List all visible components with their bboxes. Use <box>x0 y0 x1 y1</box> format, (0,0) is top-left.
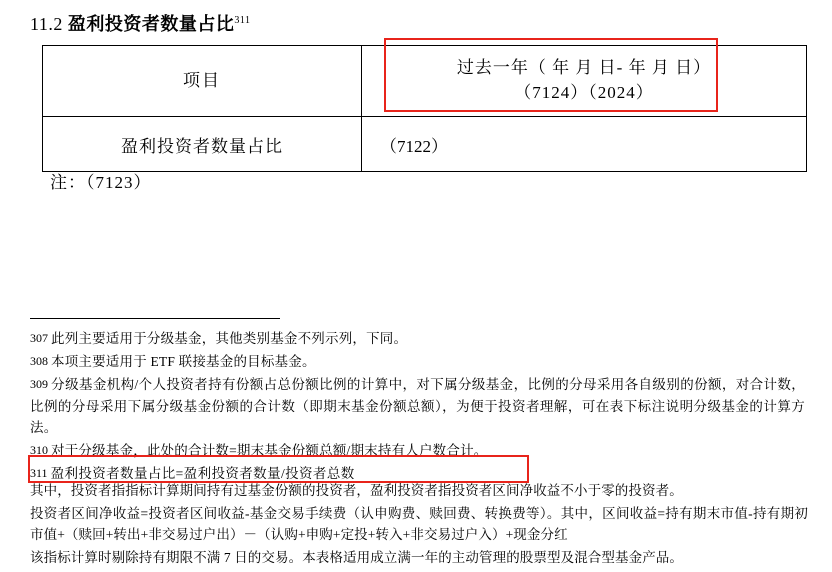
footnote-text: 此列主要适用于分级基金，其他类别基金不列示列，下同。 <box>51 331 408 346</box>
heading-number: 11.2 <box>30 14 63 34</box>
table-cell-label: 盈利投资者数量占比 <box>43 117 362 172</box>
footnote-text: 对于分级基金，此处的合计数=期末基金份额总额/期末持有人户数合计。 <box>51 443 488 459</box>
footnote-index: 308 <box>30 353 48 368</box>
profit-investor-ratio-table <box>42 45 807 172</box>
body-paragraph: 投资者区间净收益=投资者区间收益-基金交易手续费（认申购费、赎回费、转换费等）。其中，区间收益=持有期末市值-持有期初市值+（赎回+转出+非交易过户出）－（认购+申购+定投+转入+非交易过户入）+现金分红 <box>30 505 808 543</box>
page-title <box>30 10 250 36</box>
footnote-index: 310 <box>30 443 48 458</box>
footnote-separator <box>30 318 280 319</box>
footnote-item <box>30 351 805 373</box>
footnote-item <box>30 440 805 462</box>
table-note: 注：（7123） <box>50 173 152 192</box>
table-header-period-line2: （7124）（2024） <box>514 83 654 102</box>
footnote-body-paragraphs <box>30 480 808 569</box>
footnote-text: 本项主要适用于 ETF 联接基金的目标基金。 <box>51 353 316 369</box>
footnote-list <box>30 328 805 486</box>
footnote-item <box>30 328 805 350</box>
footnote-text: 分级基金机构/个人投资者持有份额占总份额比例的计算中，对下属分级基金，比例的分母采用各自级别的份额，对合计数，比例的分母采用下属分级基金份额的合计数（即期末基金份额总额），为便于投资者理解，可在表下标注说明分级基金的计算方法。 <box>30 376 805 436</box>
table-header-item: 项目 <box>43 46 362 117</box>
table-row <box>43 117 807 172</box>
heading-superscript: 311 <box>234 15 251 26</box>
table-header-row <box>43 46 807 117</box>
table-cell-value: （7122） <box>362 117 807 172</box>
heading-text: 盈利投资者数量占比 <box>67 14 235 34</box>
table-header-period <box>362 46 807 117</box>
body-paragraph: 其中，投资者指指标计算期间持有过基金份额的投资者，盈利投资者指投资者区间净收益不小于零的投资者。 <box>30 483 683 498</box>
footnote-index: 311 <box>30 466 48 481</box>
body-paragraph: 该指标计算时剔除持有期限不满 7 日的交易。本表格适用成立满一年的主动管理的股票型及混合型基金产品。 <box>30 549 683 565</box>
footnote-index: 309 <box>30 376 48 391</box>
footnote-item <box>30 374 805 440</box>
table-header-period-line1: 过去一年（ 年 月 日- 年 月 日） <box>456 58 712 78</box>
footnote-text: 盈利投资者数量占比=盈利投资者数量/投资者总数 <box>50 466 355 482</box>
footnote-index: 307 <box>30 331 48 345</box>
